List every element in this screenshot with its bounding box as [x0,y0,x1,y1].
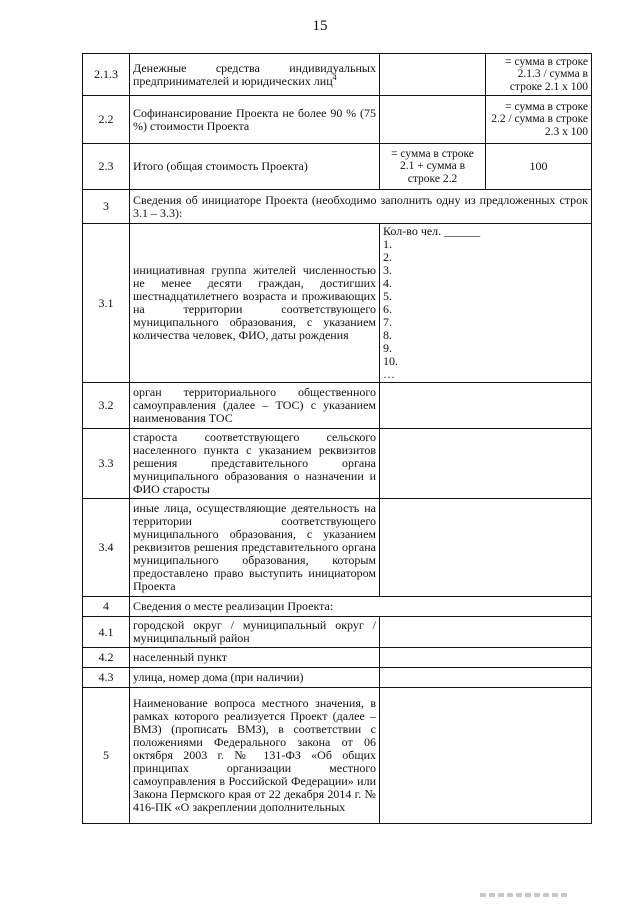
table-row-4-2 [83,648,592,668]
section-heading: Сведения об инициаторе Проекта (необходимо заполнить одну из предложенных строк 3.1 – 3.3): [130,190,592,224]
row-description: Итого (общая стоимость Проекта) [130,144,380,190]
table-row-3 [83,190,592,224]
value-cell[interactable] [380,648,592,668]
count-label: Кол-во чел. ______ [383,224,481,238]
row-description: орган территориального общественного самоуправления (далее – ТОС) с указанием наименования ТОС [130,383,380,429]
table-row-3-1 [83,224,592,383]
row-description: городской округ / муниципальный округ / муниципальный район [130,617,380,648]
scan-artifact [480,893,570,897]
list-item: 10. [383,354,398,368]
formula-cell: = сумма в строке 2.1.3 / сумма в строке 2.1 х 100 [486,54,592,96]
table-row-4 [83,597,592,617]
row-number: 3.2 [83,383,130,429]
table-row-3-2 [83,383,592,429]
formula-cell: = сумма в строке 2.2 / сумма в строке 2.3 х 100 [486,96,592,144]
row-number: 3 [83,190,130,224]
value-cell[interactable] [380,429,592,499]
row-description: Денежные средства индивидуальных предпринимателей и юридических лиц$^4$ [130,54,380,96]
list-item: 7. [383,315,392,329]
table-row-5 [83,688,592,824]
row-number: 4 [83,597,130,617]
value-cell[interactable] [380,668,592,688]
row-description: иные лица, осуществляющие деятельность на территории соответствующего муниципального образования, с указанием реквизитов решения представительного органа муниципального образования, которым предоставлено право выступить инициатором Проекта [130,499,380,597]
list-item: 4. [383,276,392,290]
list-item: … [383,367,395,381]
row-number: 2.3 [83,144,130,190]
row-description: Наименование вопроса местного значения, в рамках которого реализуется Проект (далее – ВМЗ) (прописать ВМЗ), в соответствии с положениями Федерального закона от 06 октября 2003 г. № 131-ФЗ «Об общих принципах организации местного самоуправления в Российской Федерации» или Закона Пермского края от 22 декабря 2014 г. № 416-ПК «О закреплении дополнительных [130,688,380,824]
list-item: 2. [383,250,392,264]
row-description: улица, номер дома (при наличии) [130,668,380,688]
row-number: 5 [83,688,130,824]
list-item: 8. [383,328,392,342]
table-row-2-2 [83,96,592,144]
value-cell[interactable] [380,383,592,429]
value-cell[interactable] [380,96,486,144]
row-description: староста соответствующего сельского населенного пункта с указанием реквизитов решения представительного органа муниципального образования о назначении и ФИО старосты [130,429,380,499]
list-item: 6. [383,302,392,316]
row-number: 4.3 [83,668,130,688]
row-number: 3.3 [83,429,130,499]
formula-cell: = сумма в строке 2.1 + сумма в строке 2.2 [380,144,486,190]
table-row-3-4 [83,499,592,597]
table-row-2-3 [83,144,592,190]
value-cell[interactable] [380,54,486,96]
project-application-table [82,53,592,824]
value-cell[interactable] [380,499,592,597]
value-cell[interactable] [380,688,592,824]
value-cell[interactable] [380,617,592,648]
table-row-4-3 [83,668,592,688]
row-number: 3.1 [83,224,130,383]
list-item: 9. [383,341,392,355]
row-number: 2.1.3 [83,54,130,96]
row-description: населенный пункт [130,648,380,668]
page-number: 15 [312,18,328,34]
list-item: 5. [383,289,392,303]
table-row-4-1 [83,617,592,648]
table-row-2-1-3 [83,54,592,96]
row-description: инициативная группа жителей численностью не менее десяти граждан, достигших шестнадцатилетнего возраста и проживающих на территории соответствующего муниципального образования, с указанием количества человек, ФИО, даты рождения [130,224,380,383]
row-number: 4.1 [83,617,130,648]
row-number: 2.2 [83,96,130,144]
row-number: 3.4 [83,499,130,597]
table-row-3-3 [83,429,592,499]
row-description: Софинансирование Проекта не более 90 % (75 %) стоимости Проекта [130,96,380,144]
initiative-group-list[interactable] [380,224,592,383]
section-heading: Сведения о месте реализации Проекта: [130,597,592,617]
total-percent-cell: 100 [486,144,592,190]
list-item: 1. [383,237,392,251]
list-item: 3. [383,263,392,277]
row-number: 4.2 [83,648,130,668]
footnote-mark: 4 [332,72,337,82]
